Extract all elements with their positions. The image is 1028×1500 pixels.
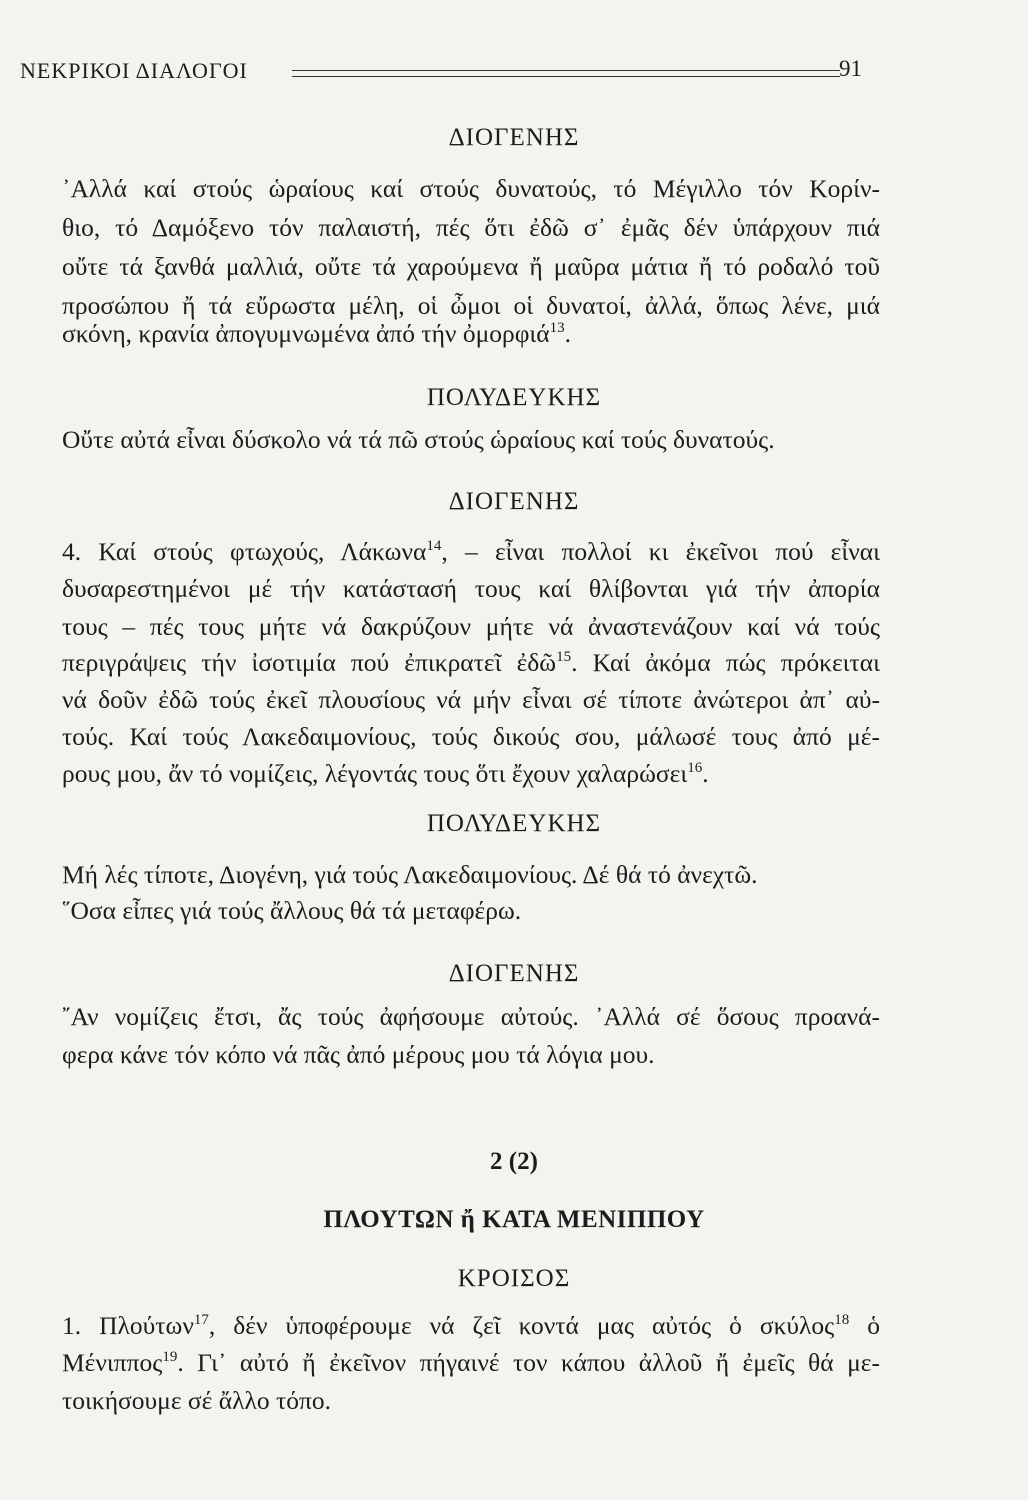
header-double-rule: [292, 70, 840, 77]
text-segment: σκόνη, κρανία ἀπογυμνωμένα ἀπό τήν ὀμορφιά: [62, 319, 550, 348]
text-segment: , δέν ὑποφέρουμε νά ζεῖ κοντά μας αὐτός ὁ σκύλος: [208, 1311, 835, 1340]
speaker-heading: ΠΟΛΥΔΕΥΚΗΣ: [426, 810, 602, 837]
footnote-marker: 19: [162, 1349, 178, 1365]
footnote-marker: 15: [556, 649, 572, 665]
footnote-marker: 13: [549, 320, 565, 336]
text-line: τους – πές τους μήτε νά δακρύζουν μήτε νά ἀναστενάζουν καί νά τούς: [62, 612, 880, 641]
footnote-marker: 16: [687, 760, 703, 776]
text-line: Οὔτε αὐτά εἶναι δύσκολο νά τά πῶ στούς ὡραίους καί τούς δυνατούς.: [62, 425, 775, 454]
text-line: [62, 648, 880, 678]
speaker-heading: ΔΙΟΓΕΝΗΣ: [448, 124, 580, 151]
chapter-title: ΠΛΟΥΤΩΝ ἤ ΚΑΤΑ ΜΕΝΙΠΠΟΥ: [323, 1206, 705, 1233]
text-line: τοικήσουμε σέ ἄλλο τόπο.: [62, 1386, 331, 1415]
text-line: φερα κάνε τόν κόπο νά πᾶς ἀπό μέρους μου τά λόγια μου.: [62, 1040, 655, 1069]
chapter-number: 2 (2): [490, 1148, 538, 1175]
text-line: τούς. Καί τούς Λακεδαιμονίους, τούς δικούς σου, μάλωσέ τους ἀπό μέ-: [62, 722, 880, 751]
text-segment: .: [564, 319, 572, 348]
text-line: [62, 1348, 880, 1378]
text-line: ῞Οσα εἶπες γιά τούς ἄλλους θά τά μεταφέρω.: [62, 896, 522, 925]
text-line: δυσαρεστημένοι μέ τήν κατάστασή τους καί θλίβονται γιά τήν ἀπορία: [62, 574, 880, 603]
text-segment: ρους μου, ἄν τό νομίζεις, λέγοντάς τους ὅτι ἔχουν χαλαρώσει: [62, 759, 688, 788]
text-segment: .: [702, 759, 709, 788]
text-line: [62, 759, 880, 789]
text-line: ῎Αν νομίζεις ἔτσι, ἄς τούς ἀφήσουμε αὐτούς. ᾿Αλλά σέ ὅσους προανά-: [62, 1002, 880, 1031]
text-line: [62, 319, 880, 349]
text-line: οὔτε τά ξανθά μαλλιά, οὔτε τά χαρούμενα ἤ μαῦρα μάτια ἤ τό ροδαλό τοῦ: [62, 252, 880, 281]
text-segment: ὁ: [849, 1311, 881, 1340]
footnote-marker: 17: [193, 1312, 209, 1328]
text-line: θιο, τό Δαμόξενο τόν παλαιστή, πές ὅτι ἐδῶ σ᾿ ἐμᾶς δέν ὑπάρχουν πιά: [62, 213, 880, 242]
text-segment: περιγράψεις τήν ἰσοτιμία πού ἐπικρατεῖ ἐδῶ: [62, 648, 557, 677]
text-segment: Μένιππος: [62, 1348, 163, 1377]
text-line: προσώπου ἤ τά εὔρωστα μέλη, οἱ ὦμοι οἱ δυνατοί, ἀλλά, ὅπως λένε, μιά: [62, 291, 880, 320]
text-segment: . Καί ἀκόμα πώς πρόκειται: [571, 648, 880, 677]
text-line: νά δοῦν ἐδῶ τούς ἐκεῖ πλουσίους νά μήν εἶναι σέ τίποτε ἀνώτεροι ἀπ᾿ αὐ-: [62, 685, 880, 714]
speaker-heading: ΚΡΟΙΣΟΣ: [457, 1265, 571, 1292]
header-title: ΝΕΚΡΙΚΟΙ ΔΙΑΛΟΓΟΙ: [20, 58, 248, 83]
footnote-marker: 14: [426, 538, 442, 554]
text-line: Μή λές τίποτε, Διογένη, γιά τούς Λακεδαιμονίους. Δέ θά τό ἀνεχτῶ.: [62, 860, 758, 889]
speaker-heading: ΔΙΟΓΕΝΗΣ: [448, 488, 580, 515]
text-line: [62, 1311, 880, 1341]
text-segment: 4. Καί στούς φτωχούς, Λάκωνα: [62, 537, 427, 566]
text-segment: , – εἶναι πολλοί κι ἐκεῖνοι πού εἶναι: [441, 537, 881, 566]
running-header: [20, 58, 870, 88]
text-line: [62, 537, 880, 567]
footnote-marker: 18: [834, 1312, 850, 1328]
speaker-heading: ΠΟΛΥΔΕΥΚΗΣ: [426, 384, 602, 411]
text-segment: . Γι᾿ αὐτό ἤ ἐκεῖνον πήγαινέ τον κάπου ἀλλοῦ ἤ ἐμεῖς θά με-: [177, 1348, 880, 1377]
text-segment: 1. Πλούτων: [62, 1311, 194, 1340]
speaker-heading: ΔΙΟΓΕΝΗΣ: [448, 960, 580, 987]
page-number: 91: [839, 56, 862, 81]
text-line: ᾿Αλλά καί στούς ὡραίους καί στούς δυνατούς, τό Μέγιλλο τόν Κορίν-: [62, 174, 880, 203]
